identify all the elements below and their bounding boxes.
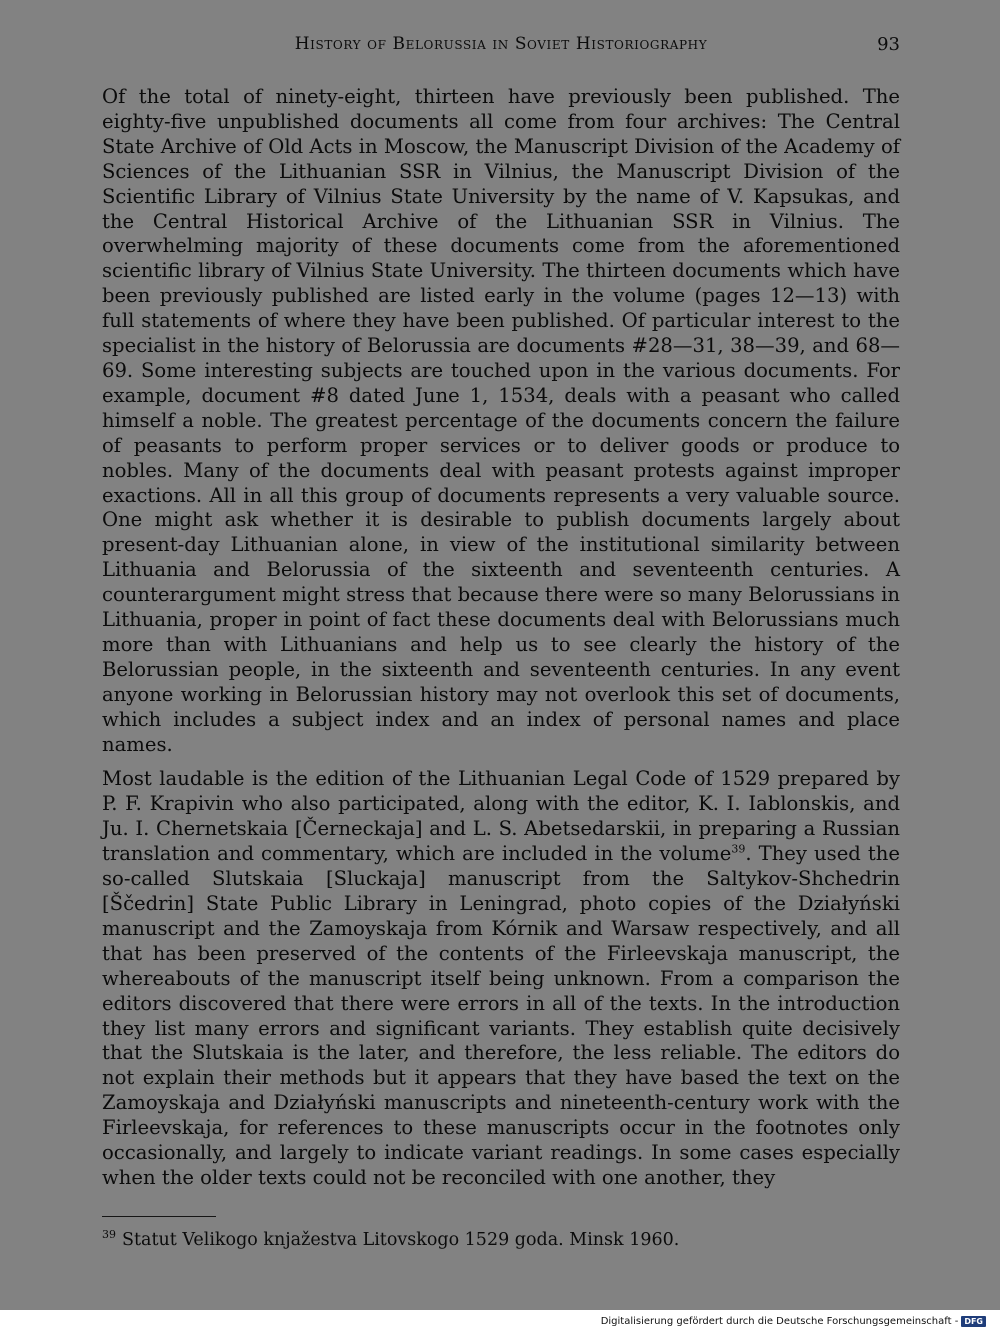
dfg-logo: DFG (961, 1316, 986, 1327)
footnote-reference: 39 (731, 842, 746, 856)
body-text (102, 85, 900, 1191)
footnote-number: 39 (102, 1228, 116, 1242)
footnote-divider (102, 1216, 216, 1217)
paragraph-1: Of the total of ninety-eight, thirteen have previously been published. The eighty-five unpublished documents all come from four archives: The Central State Archive of Old Acts in Moscow, the Manuscript Division of the Academy of Sciences of the Lithuanian SSR in Vilnius, the Manuscript Division of the Scientific Library of Vilnius State University by the name of V. Kapsukas, and the Central Historical Archive of the Lithuanian SSR in Vilnius. The overwhelming majority of these documents come from the aforementioned scientific library of Vilnius State University. The thirteen documents which have been previously published are listed early in the volume (pages 12—13) with full statements of where they have been published. Of particular interest to the specialist in the history of Belorussia are documents #28—31, 38—39, and 68—69. Some interesting subjects are touched upon in the various documents. For example, document #8 dated June 1, 1534, deals with a peasant who called himself a noble. The greatest percentage of the documents concern the failure of peasants to perform proper services or to deliver goods or produce to nobles. Many of the documents deal with peasant protests against improper exactions. All in all this group of documents represents a very valuable source. One might ask whether it is desirable to publish documents largely about present-day Lithuanian alone, in view of the institutional similarity between Lithuania and Belorussia of the sixteenth and seventeenth centuries. A counterargument might stress that because there were so many Belorussians in Lithuania, proper in point of fact these documents deal with Belorussians much more than with Lithuanians and help us to see clearly the history of the Belorussian people, in the sixteenth and seventeenth centuries. In any event anyone working in Belorussian history may not overlook this set of documents, which includes a subject index and an index of personal names and place names. (102, 85, 900, 756)
footnote-text: Statut Velikogo knjažestva Litovskogo 1529 goda. Minsk 1960. (122, 1230, 680, 1250)
page-number: 93 (877, 34, 900, 55)
paragraph-2-part-2: . They used the so-called Slutskaia [Sluckaja] manuscript from the Saltykov-Shchedrin [Ščedrin] State Public Library in Leningrad, photo copies of the Działyński manuscript and the Zamoyskaja from Kórnik and Warsaw respectively, and all that has been preserved of the contents of the Firleevskaja manuscript, the whereabouts of the manuscript itself being unknown. From a comparison the editors discovered that there were errors in all of the texts. In the introduction they list many errors and significant variants. They establish quite decisively that the Slutskaia is the later, and therefore, the less reliable. The editors do not explain their methods but it appears that they have based the text on the Zamoyskaja and Działyński manuscripts and nineteenth-century work with the Firleevskaja, for references to these manuscripts occur in the footnotes only occasionally, and largely to indicate variant readings. In some cases especially when the older texts could not be reconciled with one another, they (102, 842, 900, 1189)
footnote (102, 1229, 900, 1251)
credit-text: Digitalisierung gefördert durch die Deutsche Forschungsgemeinschaft - (600, 1316, 959, 1327)
paragraph-2 (102, 767, 900, 1190)
page-header (102, 34, 900, 60)
running-title: History of Belorussia in Soviet Historiography (294, 34, 708, 54)
digitization-credit (601, 1316, 986, 1327)
paragraph-2-part-1: Most laudable is the edition of the Lithuanian Legal Code of 1529 prepared by P. F. Krapivin who also participated, along with the editor, K. I. Iablonskis, and Ju. I. Chernetskaia [Černeckaja] and L. S. Abetsedarskii, in preparing a Russian translation and commentary, which are included in the volume (102, 767, 900, 866)
